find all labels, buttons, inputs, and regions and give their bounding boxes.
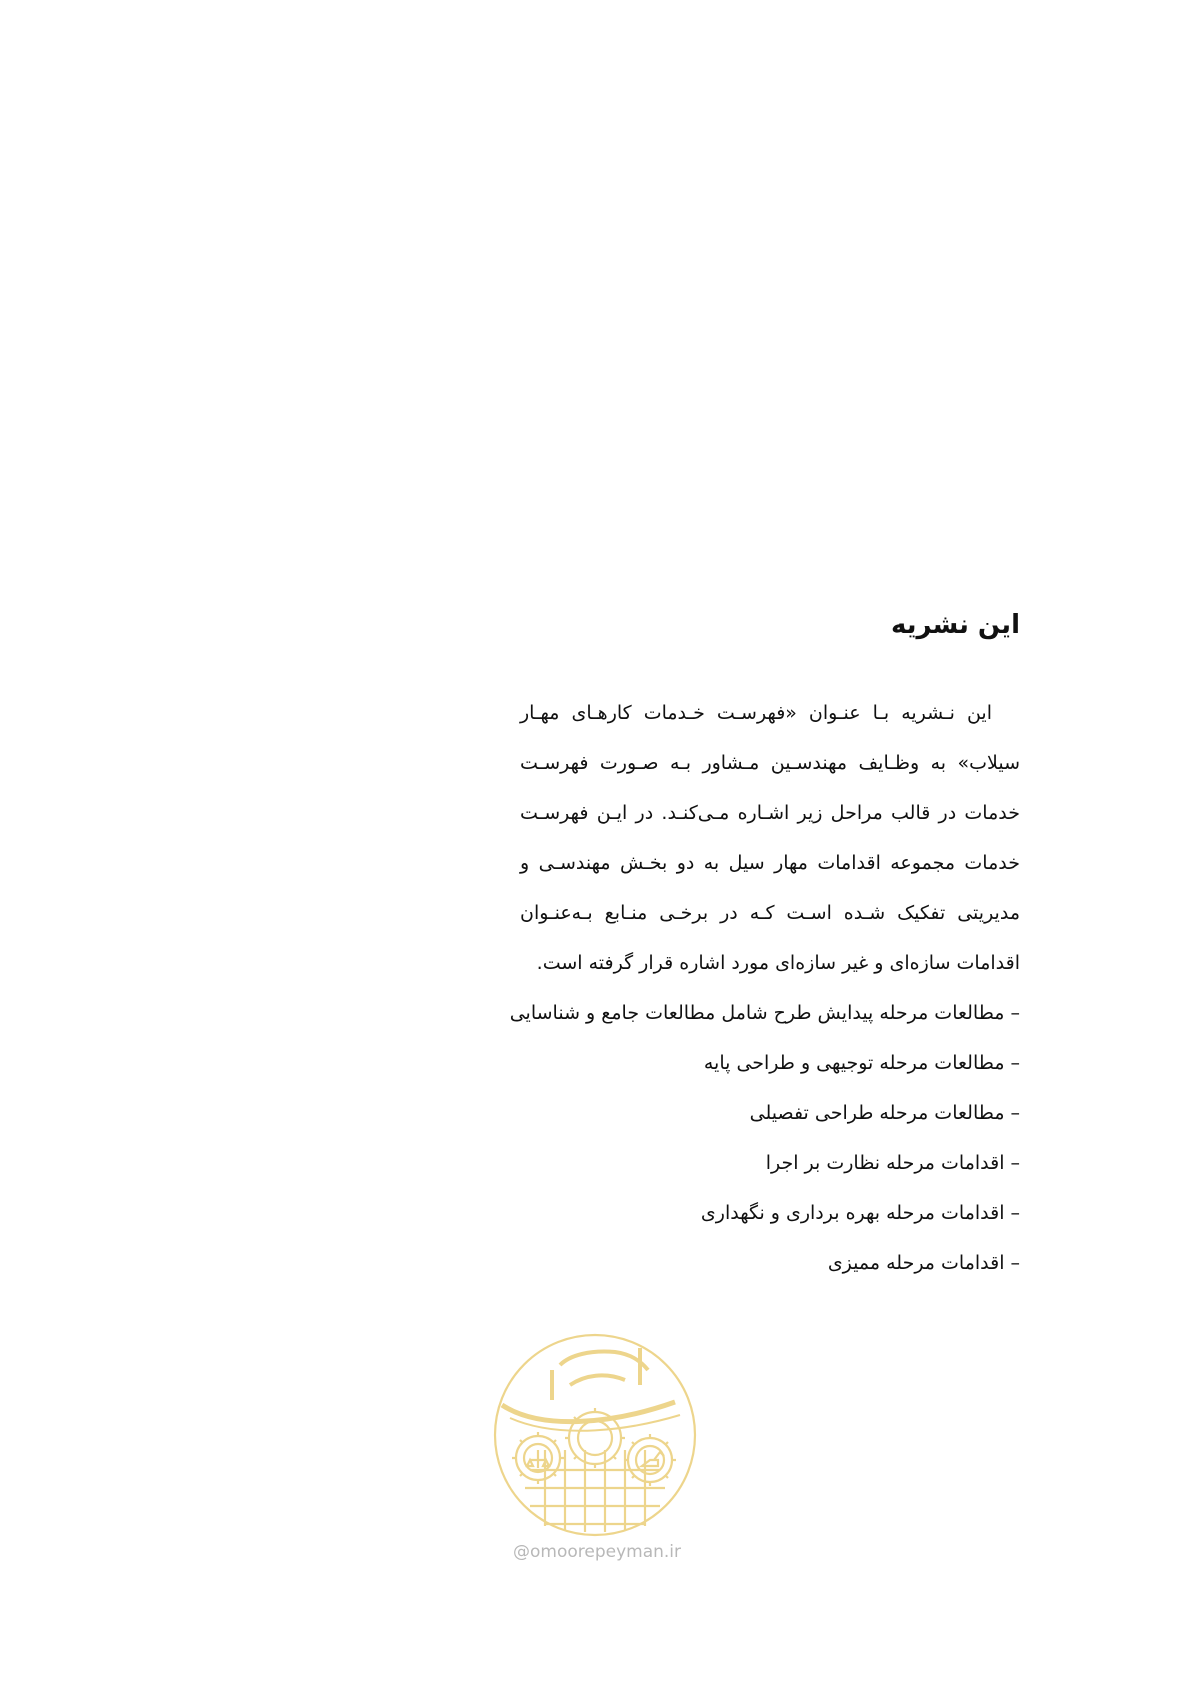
list-item: [520, 1088, 1020, 1138]
list-dash: –: [1010, 1052, 1020, 1074]
intro-paragraph: این نـشریه بـا عنـوان «فهرسـت خـدمات کارهـای مهـار سیلاب» به وظـایف مهندسـین مـشاور بـه صـورت فهرسـت خدمات در قالب مراحل زیر اشـاره مـی‌کنـد. در ایـن فهرسـت خدمات مجموعه اقدامات مهار سیل به دو بخـش مهندسـی و مدیریتی تفکیک شـده اسـت کـه در برخـی منـابع بـه‌عنـوان اقدامات سازه‌ای و غیر سازه‌ای مورد اشاره قرار گرفته است.: [520, 702, 1020, 974]
list-item-text: مطالعات مرحله توجیهی و طراحی پایه: [703, 1052, 1005, 1074]
list-dash: –: [1010, 1202, 1020, 1224]
watermark-url: @omoorepeyman.ir: [512, 1542, 682, 1562]
list-item: [520, 1238, 1020, 1288]
list-item: [509, 988, 1020, 1038]
watermark-logo: [490, 1330, 700, 1570]
list-item: [520, 1138, 1020, 1188]
list-item-text: اقدامات مرحله ممیزی: [827, 1252, 1005, 1274]
list-dash: –: [1010, 1152, 1020, 1174]
section-heading: این نشریه: [890, 610, 1020, 640]
list-item-text: اقدامات مرحله نظارت بر اجرا: [765, 1152, 1005, 1174]
list-dash: –: [1010, 1252, 1020, 1274]
list-item-text: اقدامات مرحله بهره برداری و نگهداری: [700, 1202, 1005, 1224]
list-item-text: مطالعات مرحله طراحی تفصیلی: [749, 1102, 1005, 1124]
stages-list: [509, 988, 1020, 1288]
list-dash: –: [1010, 1002, 1020, 1024]
list-item: [520, 1038, 1020, 1088]
list-dash: –: [1010, 1102, 1020, 1124]
list-item-text: مطالعات مرحله پیدایش طرح شامل مطالعات جامع و شناسایی: [509, 1002, 1005, 1024]
list-item: [520, 1188, 1020, 1238]
document-body: [509, 600, 1020, 1288]
